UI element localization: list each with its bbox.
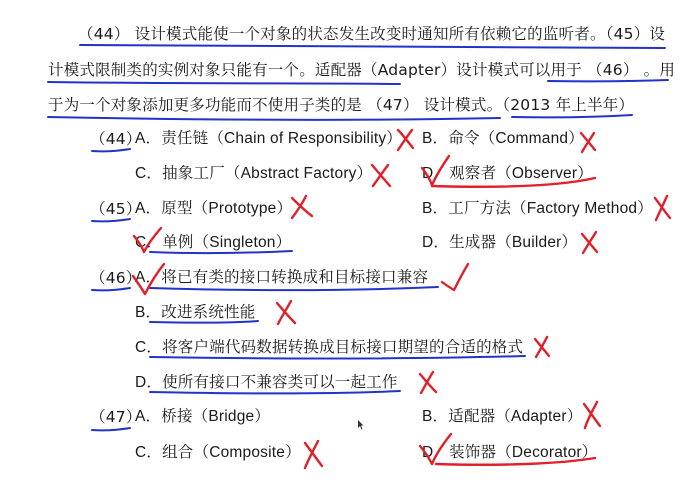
underline-line-2 bbox=[48, 82, 400, 84]
underline-q44 bbox=[92, 149, 130, 151]
q46-option-b: B．改进系统性能 bbox=[135, 304, 256, 321]
x-mark-q45-a bbox=[292, 196, 312, 218]
q45-option-b: B．工厂方法（Factory Method） bbox=[422, 200, 653, 217]
underline-q45 bbox=[92, 219, 130, 221]
x-mark-q47-c bbox=[305, 441, 322, 468]
arrow-cursor-icon bbox=[358, 420, 364, 430]
underline-line-3 bbox=[48, 117, 500, 120]
underline-line-2b bbox=[548, 80, 668, 81]
q45-option-d: D．生成器（Builder） bbox=[422, 234, 578, 251]
q46-option-a: A．将已有类的接口转换成和目标接口兼容 bbox=[135, 269, 429, 286]
q46-option-d: D．使所有接口不兼容类可以一起工作 bbox=[135, 374, 398, 391]
question-line-2: 计模式限制类的实例对象只能有一个。适配器（Adapter）设计模式可以用于 （46） 。用 bbox=[48, 61, 676, 79]
q47-option-b: B．适配器（Adapter） bbox=[422, 408, 583, 425]
q44-option-b: B．命令（Command） bbox=[422, 130, 584, 147]
q47-option-a: A．桥接（Bridge） bbox=[135, 408, 271, 425]
q45-number: （45） bbox=[90, 200, 142, 218]
q47-number: （47） bbox=[90, 408, 142, 426]
q44-option-d: D．观察者（Observer） bbox=[422, 165, 593, 182]
q44-option-a: A．责任链（Chain of Responsibility） bbox=[135, 130, 403, 147]
q47-option-d: D．装饰器（Decorator） bbox=[422, 444, 598, 461]
x-mark-q46-b bbox=[277, 301, 295, 324]
underline-q47 bbox=[92, 428, 130, 430]
q44-option-c: C．抽象工厂（Abstract Factory） bbox=[135, 165, 373, 182]
underline-line-1 bbox=[80, 45, 665, 48]
x-mark-q45-b bbox=[655, 196, 670, 220]
x-mark-q46-c bbox=[535, 337, 549, 357]
x-mark-q44-c bbox=[372, 165, 390, 186]
underline-line-3b bbox=[512, 115, 632, 117]
q45-option-c: C．单例（Singleton） bbox=[135, 234, 292, 251]
x-mark-q47-b bbox=[584, 402, 600, 428]
underline-q46 bbox=[92, 288, 130, 290]
q46-number: （46） bbox=[90, 269, 142, 287]
check-mark-q46-a-big bbox=[442, 264, 468, 290]
q45-option-a: A．原型（Prototype） bbox=[135, 200, 293, 217]
x-mark-q46-d bbox=[420, 372, 436, 393]
x-mark-q45-d bbox=[582, 232, 597, 253]
q47-option-c: C．组合（Composite） bbox=[135, 444, 301, 461]
q46-option-c: C．将客户端代码数据转换成目标接口期望的合适的格式 bbox=[135, 339, 524, 356]
q44-number: （44） bbox=[90, 130, 142, 148]
question-line-3: 于为一个对象添加更多功能而不使用子类的是 （47） 设计模式。（2013 年上半年） bbox=[48, 96, 635, 114]
question-line-1: （44） 设计模式能使一个对象的状态发生改变时通知所有依赖它的监听者。（45）设 bbox=[78, 25, 666, 43]
